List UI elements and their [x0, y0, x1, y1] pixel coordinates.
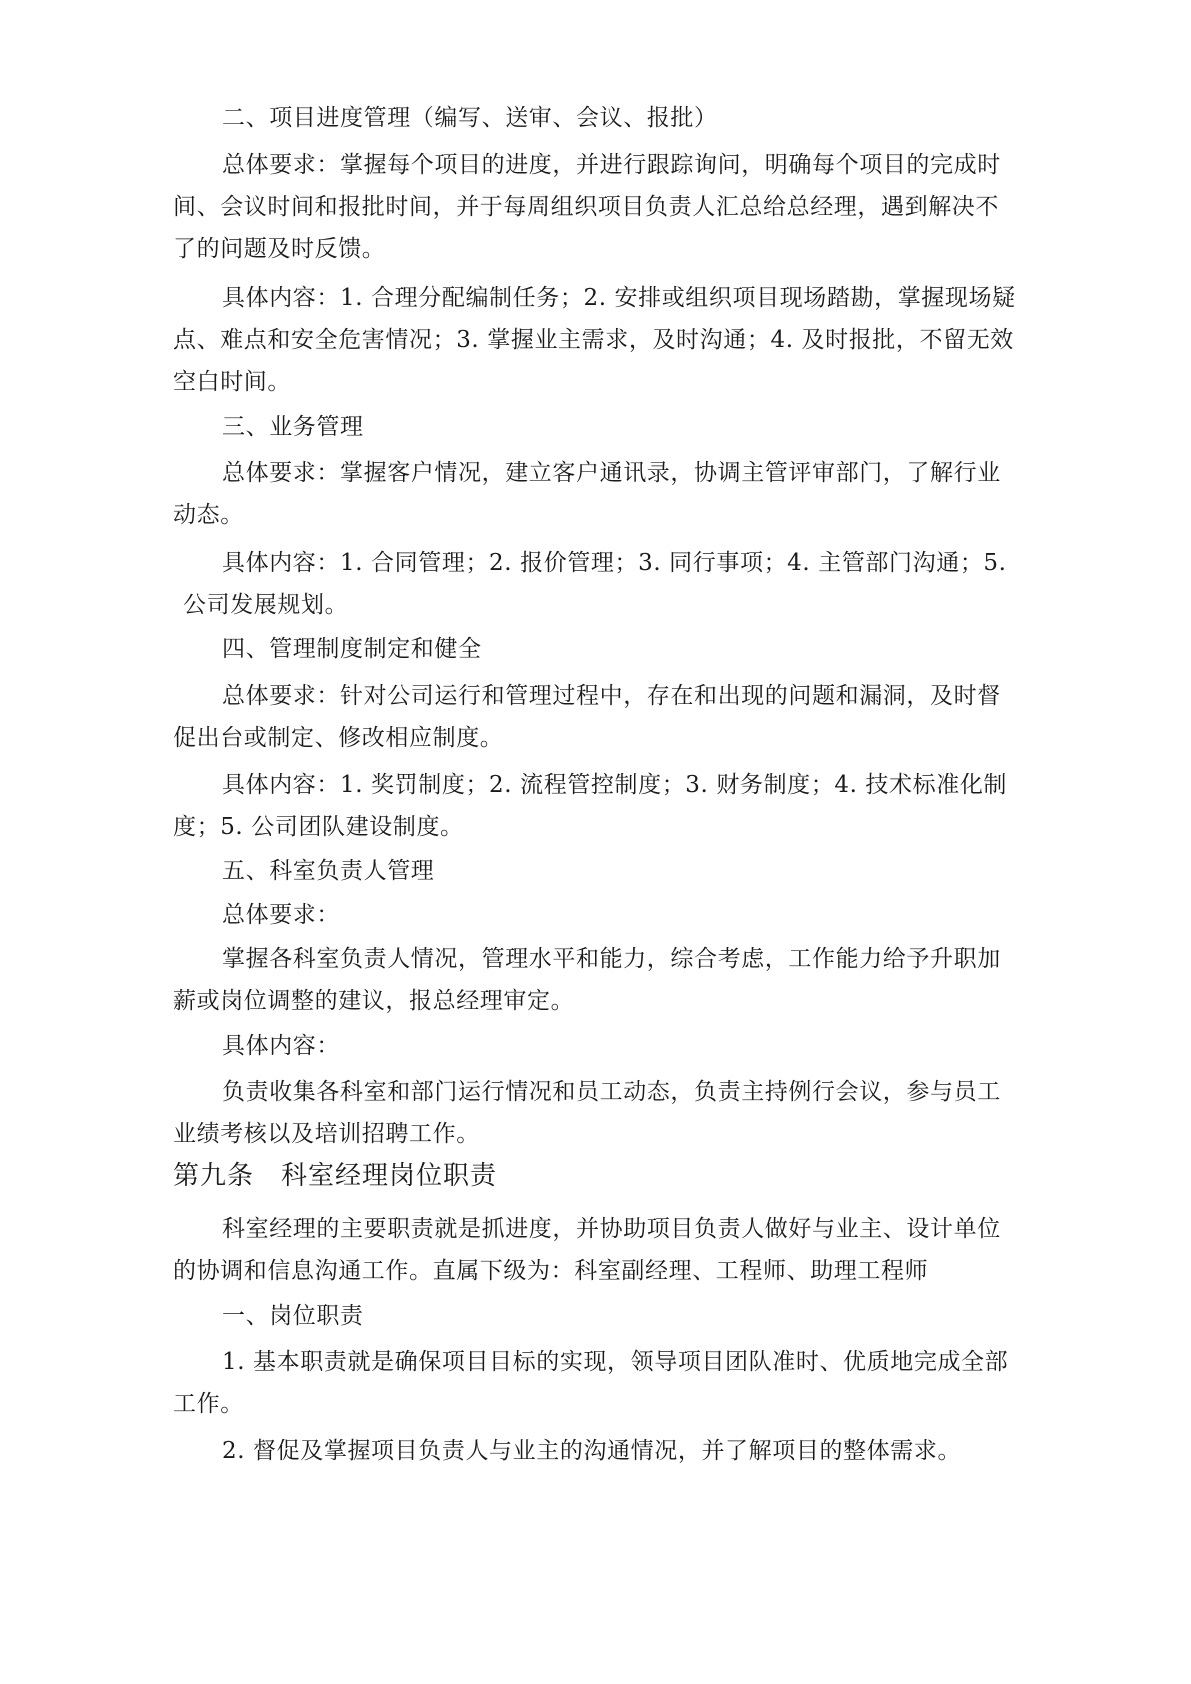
section-5-requirement-line-2: 薪或岗位调整的建议，报总经理审定。	[173, 988, 575, 1014]
section-2-title: 二、项目进度管理（编写、送审、会议、报批）	[222, 105, 718, 131]
section-2-requirement-line-1: 总体要求：掌握每个项目的进度，并进行跟踪询问，明确每个项目的完成时	[222, 152, 1001, 178]
section-2-requirement-line-3: 了的问题及时反馈。	[173, 236, 386, 262]
section-4-content-line-1: 具体内容：1. 奖罚制度；2. 流程管控制度；3. 财务制度；4. 技术标准化制	[222, 772, 1008, 798]
section-3-title: 三、业务管理	[222, 414, 364, 440]
section-4-title: 四、管理制度制定和健全	[222, 636, 482, 662]
section-5-requirement-label: 总体要求：	[222, 902, 340, 928]
section-2-content-line-1: 具体内容：1. 合理分配编制任务；2. 安排或组织项目现场踏勘，掌握现场疑	[222, 285, 1016, 311]
article-intro-line-2: 的协调和信息沟通工作。直属下级为：科室副经理、工程师、助理工程师	[173, 1258, 929, 1284]
section-3-requirement-line-1: 总体要求：掌握客户情况，建立客户通讯录，协调主管评审部门，了解行业	[222, 460, 1001, 486]
section-2-requirement-line-2: 间、会议时间和报批时间，并于每周组织项目负责人汇总给总经理，遇到解决不	[173, 194, 999, 220]
section-2-content-line-2: 点、难点和安全危害情况；3. 掌握业主需求，及时沟通；4. 及时报批，不留无效	[173, 327, 1014, 353]
section-5-title: 五、科室负责人管理	[222, 858, 435, 884]
section-3-content-line-1: 具体内容：1. 合同管理；2. 报价管理；3. 同行事项；4. 主管部门沟通；5.	[222, 550, 1007, 576]
duty-item-2-line-1: 2. 督促及掌握项目负责人与业主的沟通情况，并了解项目的整体需求。	[222, 1438, 962, 1464]
article-heading: 第九条 科室经理岗位职责	[173, 1161, 498, 1191]
section-3-requirement-line-2: 动态。	[173, 502, 244, 528]
section-3-content-line-2: 公司发展规划。	[183, 592, 349, 618]
section-5-content-label: 具体内容：	[222, 1033, 340, 1059]
section-4-requirement-line-2: 促出台或制定、修改相应制度。	[173, 725, 504, 751]
article-intro-line-1: 科室经理的主要职责就是抓进度，并协助项目负责人做好与业主、设计单位	[222, 1216, 1001, 1242]
duty-item-1-line-2: 工作。	[173, 1391, 244, 1417]
duty-item-1-line-1: 1. 基本职责就是确保项目目标的实现，领导项目团队准时、优质地完成全部	[222, 1349, 1009, 1375]
section-5-requirement-line-1: 掌握各科室负责人情况，管理水平和能力，综合考虑，工作能力给予升职加	[222, 946, 1001, 972]
section-5-content-line-2: 业绩考核以及培训招聘工作。	[173, 1121, 480, 1147]
section-2-content-line-3: 空白时间。	[173, 369, 291, 395]
duties-subtitle: 一、岗位职责	[222, 1303, 364, 1329]
section-4-content-line-2: 度；5. 公司团队建设制度。	[173, 814, 464, 840]
section-4-requirement-line-1: 总体要求：针对公司运行和管理过程中，存在和出现的问题和漏洞，及时督	[222, 683, 1001, 709]
section-5-content-line-1: 负责收集各科室和部门运行情况和员工动态，负责主持例行会议，参与员工	[222, 1079, 1001, 1105]
